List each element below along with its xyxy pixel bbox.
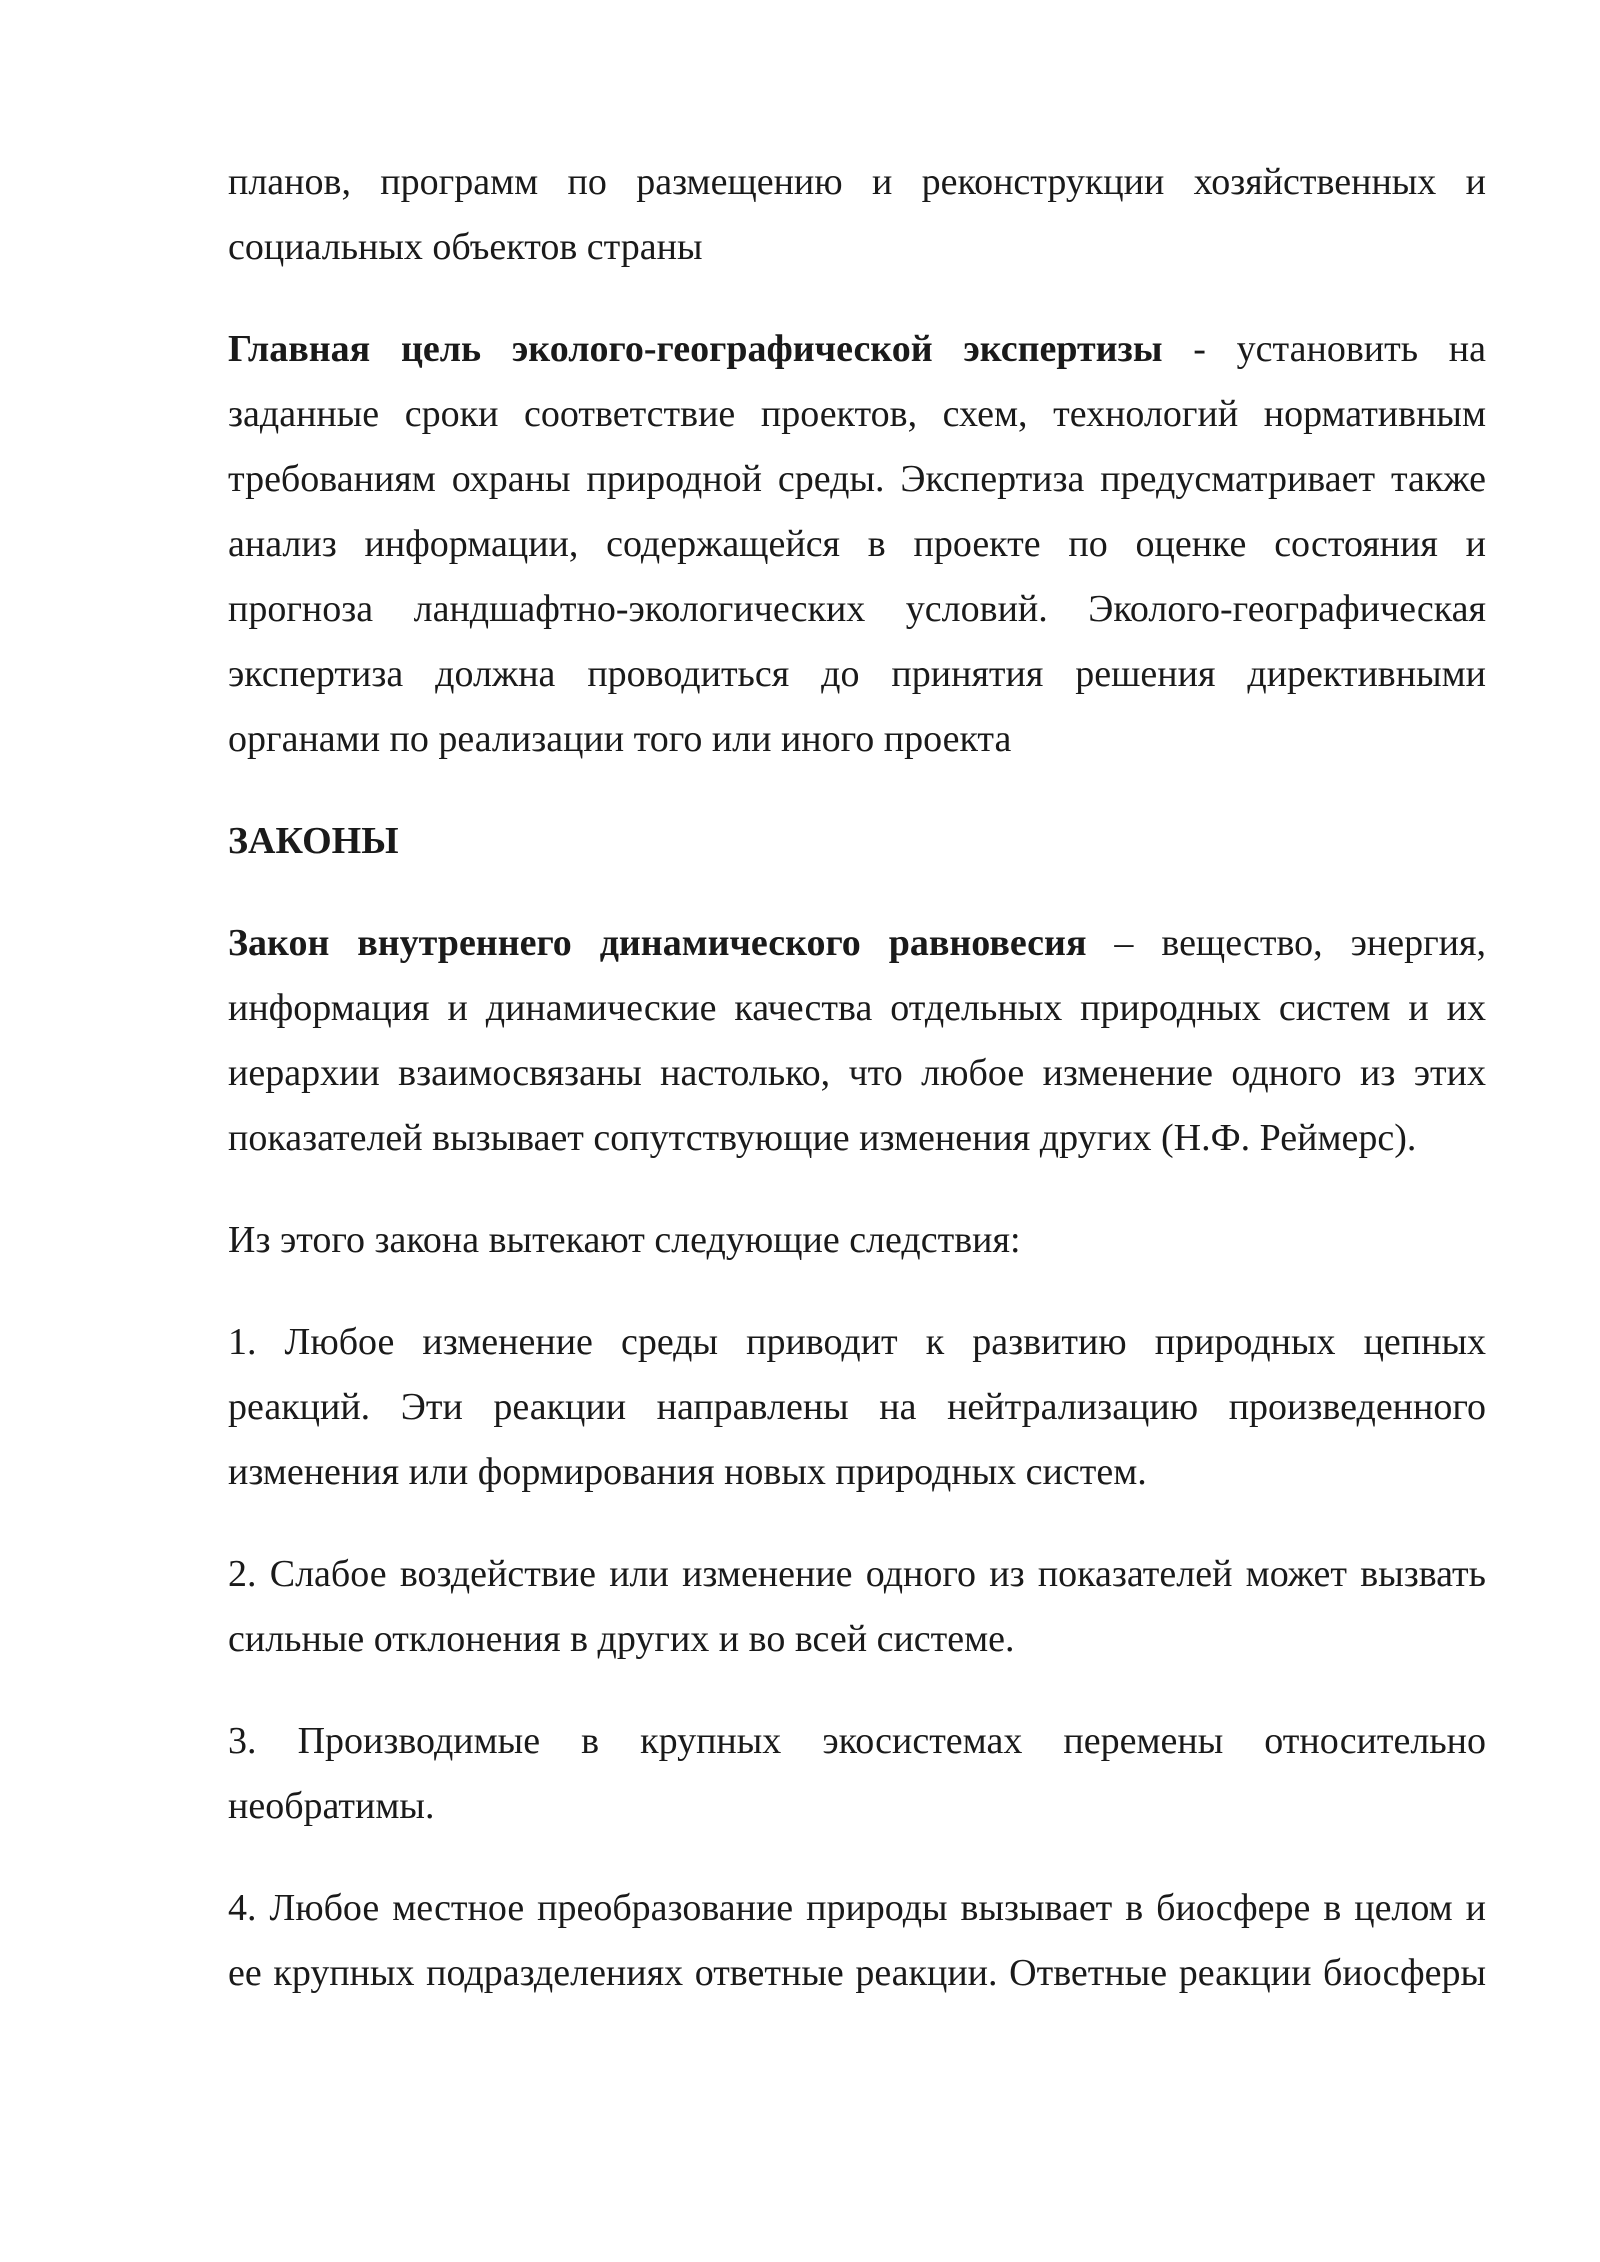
paragraph-continuation — [228, 150, 1486, 280]
paragraph-expertise-goal — [228, 317, 1486, 772]
paragraph-text: 3. Производимые в крупных экосистемах перемены относительно необратимы. — [228, 1720, 1486, 1827]
list-item-2 — [228, 1542, 1486, 1672]
list-item-1 — [228, 1310, 1486, 1505]
list-item-4 — [228, 1876, 1486, 2006]
paragraph-text: 4. Любое местное преобразование природы вызывает в биосфере в целом и ее крупных подразделениях ответные реакции. Ответные реакции биосферы — [228, 1887, 1486, 1994]
section-heading: ЗАКОНЫ — [228, 820, 399, 862]
paragraph-consequences-intro — [228, 1208, 1486, 1273]
paragraph-text: планов, программ по размещению и реконструкции хозяйственных и социальных объектов страны — [228, 161, 1486, 268]
term-bold: Главная цель эколого-географической экспертизы — [228, 328, 1163, 370]
paragraph-text: – вещество, энергия, информация и динамические качества отдельных природных систем и их иерархии взаимосвязаны настолько, что любое изменение одного из этих показателей вызывает сопутствующие изменения других (Н.Ф. Реймерс). — [228, 922, 1486, 1159]
document-page — [228, 150, 1486, 2006]
paragraph-text: - установить на заданные сроки соответствие проектов, схем, технологий нормативным требованиям охраны природной среды. Экспертиза предусматривает также анализ информации, содержащейся в проекте по оценке состояния и прогноза ландшафтно-экологических условий. Эколого-географическая экспертиза должна проводиться до принятия решения директивными органами по реализации того или иного проекта — [228, 328, 1486, 760]
list-item-3 — [228, 1709, 1486, 1839]
paragraph-text: 2. Слабое воздействие или изменение одного из показателей может вызвать сильные отклонения в других и во всей системе. — [228, 1553, 1486, 1660]
term-bold: Закон внутреннего динамического равновесия — [228, 922, 1087, 964]
paragraph-text: 1. Любое изменение среды приводит к развитию природных цепных реакций. Эти реакции направлены на нейтрализацию произведенного изменения или формирования новых природных систем. — [228, 1321, 1486, 1493]
paragraph-text: Из этого закона вытекают следующие следствия: — [228, 1219, 1021, 1261]
paragraph-law-definition — [228, 911, 1486, 1171]
